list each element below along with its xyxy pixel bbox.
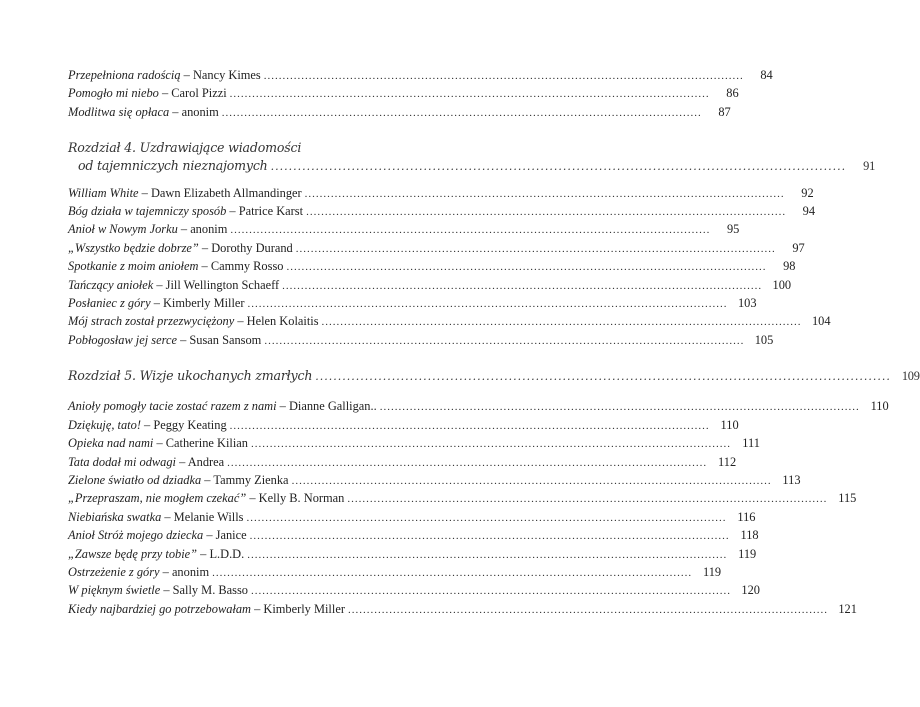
toc-entry-title: Opieka nad nami [68, 436, 154, 451]
chapter-4-subtitle: od tajemniczych nieznajomych [78, 158, 268, 174]
chapter-5-page: 109 [901, 369, 920, 384]
toc-entry-separator: – [138, 185, 151, 200]
toc-entry-title: Zielone światło od dziadka [68, 473, 202, 488]
chapter-4-subtitle-row [78, 157, 876, 175]
toc-entry-author: Helen Kolaitis [246, 314, 319, 329]
toc-entry-page: 121 [838, 601, 857, 616]
leader-dots [230, 417, 710, 435]
toc-entry-text [68, 526, 247, 544]
toc-entry [68, 66, 773, 84]
toc-entry-text [68, 471, 289, 489]
leader-dots [251, 435, 731, 453]
toc-entry [68, 471, 801, 489]
toc-entry-title: Dziękuję, tato! [68, 417, 141, 432]
toc-entry-text [68, 600, 345, 618]
toc-entry-separator: – [150, 295, 163, 310]
toc-entry-title: Kiedy najbardziej go potrzebowałam [68, 601, 251, 616]
toc-entry-author: Kelly B. Norman [258, 491, 345, 506]
leader-dots [348, 601, 828, 619]
toc-entry [68, 257, 796, 275]
toc-entry-text [68, 545, 244, 563]
toc-entry [68, 397, 889, 415]
toc-entry-page: 104 [811, 314, 831, 329]
toc-entry-separator: – [198, 240, 212, 255]
toc-entry-title: William White [68, 185, 139, 200]
toc-entry-author: Peggy Keating [153, 417, 227, 432]
toc-entry-page: 110 [720, 417, 739, 432]
toc-entry-text [68, 239, 293, 257]
toc-entry-separator: – [251, 601, 264, 616]
toc-entry-separator: – [226, 203, 239, 218]
toc-entry [68, 294, 757, 312]
toc-entry [68, 434, 760, 452]
toc-entry [68, 545, 757, 563]
toc-entry-author: Andrea [187, 454, 225, 469]
toc-entry-text [68, 202, 303, 220]
toc-entry-title: „Zawsze będę przy tobie” [68, 546, 198, 561]
toc-entry [68, 453, 737, 471]
leader-dots [222, 104, 702, 122]
toc-entry [68, 184, 814, 202]
toc-entry-page: 120 [741, 583, 760, 598]
toc-entry-author: Catherine Kilian [165, 436, 248, 451]
toc-entry-page: 110 [870, 399, 889, 414]
toc-entry-text [68, 453, 224, 471]
toc-entry-page: 87 [718, 104, 731, 119]
toc-entry [68, 103, 731, 121]
toc-entry [68, 239, 805, 257]
toc-entry-title: Anioł Stróż mojego dziecka [68, 528, 204, 543]
toc-entry-author: Dianne Galligan.. [288, 399, 377, 414]
leader-dots [286, 258, 766, 276]
toc-entry-page: 119 [738, 546, 757, 561]
toc-entry-author: Sally M. Basso [172, 583, 248, 598]
toc-entry [68, 600, 857, 618]
toc-entry-separator: – [153, 436, 166, 451]
toc-entry [68, 312, 831, 330]
chapter-4-title: Rozdział 4. Uzdrawiające wiadomości [68, 140, 302, 156]
toc-entry-title: Niebiańska swatka [68, 509, 162, 524]
leader-dots [230, 221, 710, 239]
leader-dots [306, 203, 786, 221]
toc-entry-author: Patrice Karst [238, 203, 304, 218]
toc-entry-text [68, 581, 248, 599]
toc-entry-title: Przepełniona radością [68, 68, 181, 82]
leader-dots [227, 454, 707, 472]
leader-dots [230, 85, 710, 103]
toc-entry-text [68, 257, 283, 275]
toc-group-3 [68, 397, 889, 618]
toc-entry-author: Kimberly Miller [263, 601, 345, 616]
toc-entry-title: Anioł w Nowym Jorku [68, 222, 178, 237]
toc-entry [68, 526, 759, 544]
toc-entry-separator: – [246, 491, 259, 506]
toc-entry-author: Tammy Zienka [213, 473, 289, 488]
toc-entry-author: Melanie Wills [173, 509, 244, 524]
toc-group-1 [68, 66, 773, 121]
toc-group-2 [68, 184, 831, 350]
toc-entry-page: 116 [737, 509, 756, 524]
toc-entry-page: 94 [802, 203, 816, 218]
toc-entry [68, 276, 792, 294]
toc-entry-text [68, 84, 227, 102]
toc-entry-separator: – [176, 332, 190, 347]
toc-entry-separator: – [153, 277, 166, 292]
toc-entry-text [68, 397, 377, 415]
toc-entry-author: Jill Wellington Schaeff [165, 277, 280, 292]
chapter-5-row [68, 367, 920, 385]
toc-entry-author: Nancy Kimes [192, 68, 261, 82]
toc-entry-title: Bóg działa w tajemniczy sposób [68, 203, 227, 218]
toc-entry [68, 331, 774, 349]
toc-entry [68, 202, 816, 220]
toc-entry-separator: – [175, 454, 188, 469]
chapter-4-heading [68, 139, 876, 175]
toc-entry-separator: – [177, 222, 191, 237]
leader-dots [282, 277, 762, 295]
leader-dots [247, 509, 727, 527]
toc-entry-text [68, 508, 244, 526]
toc-entry-author: Janice [215, 528, 247, 543]
toc-entry-author: anonim [181, 104, 219, 119]
toc-entry-text [68, 103, 219, 121]
toc-entry-separator: – [158, 86, 172, 101]
toc-entry-separator: – [201, 473, 214, 488]
toc-entry-page: 84 [760, 68, 773, 82]
toc-entry-text [68, 416, 227, 434]
toc-entry-separator: – [203, 528, 216, 543]
chapter-5-title: Rozdział 5. Wizje ukochanych zmarłych [68, 368, 313, 384]
toc-entry-text [68, 276, 279, 294]
toc-entry-page: 100 [772, 277, 792, 292]
toc-entry [68, 220, 740, 238]
toc-entry-page: 105 [754, 332, 774, 347]
toc-entry-author: anonim [190, 222, 228, 237]
toc-entry-text [68, 489, 344, 507]
toc-entry [68, 508, 756, 526]
table-of-contents [68, 66, 920, 618]
chapter-4-page: 91 [863, 159, 876, 174]
leader-dots [322, 313, 802, 331]
toc-entry-page: 103 [737, 295, 757, 310]
toc-entry-separator: – [169, 104, 182, 119]
chapter-5-heading [68, 367, 920, 385]
toc-entry-separator: – [198, 259, 211, 274]
leader-dots [347, 490, 827, 508]
toc-entry-title: „Przepraszam, nie mogłem czekać” [68, 491, 247, 506]
toc-entry-text [68, 563, 209, 581]
toc-entry [68, 84, 739, 102]
toc-entry-author: Kimberly Miller [162, 295, 245, 310]
leader-dots [264, 67, 744, 85]
toc-entry-separator: – [161, 509, 174, 524]
toc-entry [68, 581, 760, 599]
leader-dots [251, 582, 731, 600]
toc-entry-separator: – [180, 68, 193, 82]
toc-entry-text [68, 312, 319, 330]
toc-entry-title: Tata dodał mi odwagi [68, 454, 176, 469]
leader-dots [296, 240, 776, 258]
toc-entry-title: Anioły pomogły tacie zostać razem z nami [68, 399, 277, 414]
toc-entry-separator: – [140, 417, 154, 432]
toc-entry-separator: – [197, 546, 210, 561]
toc-entry-author: Dorothy Durand [211, 240, 293, 255]
toc-entry-text [68, 184, 302, 202]
toc-entry-page: 86 [726, 86, 739, 101]
toc-entry-page: 119 [702, 564, 722, 579]
leader-dots [292, 472, 772, 490]
toc-entry-page: 92 [801, 185, 814, 200]
leader-dots [380, 398, 860, 416]
toc-entry-title: Modlitwa się opłaca [68, 104, 170, 119]
leader-dots [271, 158, 847, 176]
toc-entry-page: 115 [838, 491, 857, 506]
toc-entry-title: Ostrzeżenie z góry [68, 564, 160, 579]
toc-entry-author: Dawn Elizabeth Allmandinger [150, 185, 302, 200]
toc-entry-page: 118 [740, 528, 759, 543]
toc-entry-title: „Wszystko będzie dobrze” [68, 240, 199, 255]
leader-dots [264, 332, 744, 350]
toc-entry [68, 416, 739, 434]
toc-entry-text [68, 294, 245, 312]
toc-entry-page: 112 [718, 454, 737, 469]
toc-entry-page: 97 [792, 240, 805, 255]
leader-dots [305, 185, 785, 203]
toc-entry-title: Pomogło mi niebo [68, 86, 159, 101]
toc-entry [68, 489, 857, 507]
toc-entry-author: Carol Pizzi [171, 86, 227, 101]
toc-entry-title: Spotkanie z moim aniołem [68, 259, 199, 274]
toc-entry-author: Cammy Rosso [210, 259, 284, 274]
toc-entry-title: Pobłogosław jej serce [68, 332, 177, 347]
toc-entry-author: anonim [171, 564, 210, 579]
toc-entry-text [68, 434, 248, 452]
leader-dots [248, 295, 728, 313]
toc-entry-page: 95 [726, 222, 740, 237]
toc-entry-text [68, 220, 227, 238]
leader-dots [247, 546, 727, 564]
toc-entry-separator: – [159, 564, 172, 579]
toc-entry [68, 563, 722, 581]
leader-dots [250, 527, 730, 545]
toc-entry-title: Posłaniec z góry [68, 295, 151, 310]
toc-entry-separator: – [160, 583, 173, 598]
toc-entry-page: 98 [783, 259, 796, 274]
toc-entry-title: Mój strach został przezwyciężony [68, 314, 235, 329]
toc-entry-text [68, 331, 261, 349]
toc-entry-separator: – [276, 399, 289, 414]
toc-entry-separator: – [234, 314, 247, 329]
toc-entry-title: W pięknym świetle [68, 583, 161, 598]
toc-entry-text [68, 66, 261, 84]
leader-dots [315, 368, 891, 386]
toc-entry-page: 111 [742, 436, 760, 451]
toc-entry-title: Tańczący aniołek [68, 277, 154, 292]
toc-entry-page: 113 [782, 473, 801, 488]
toc-entry-author: Susan Sansom [189, 332, 262, 347]
toc-entry-author: L.D.D. [209, 546, 245, 561]
leader-dots [212, 564, 692, 582]
